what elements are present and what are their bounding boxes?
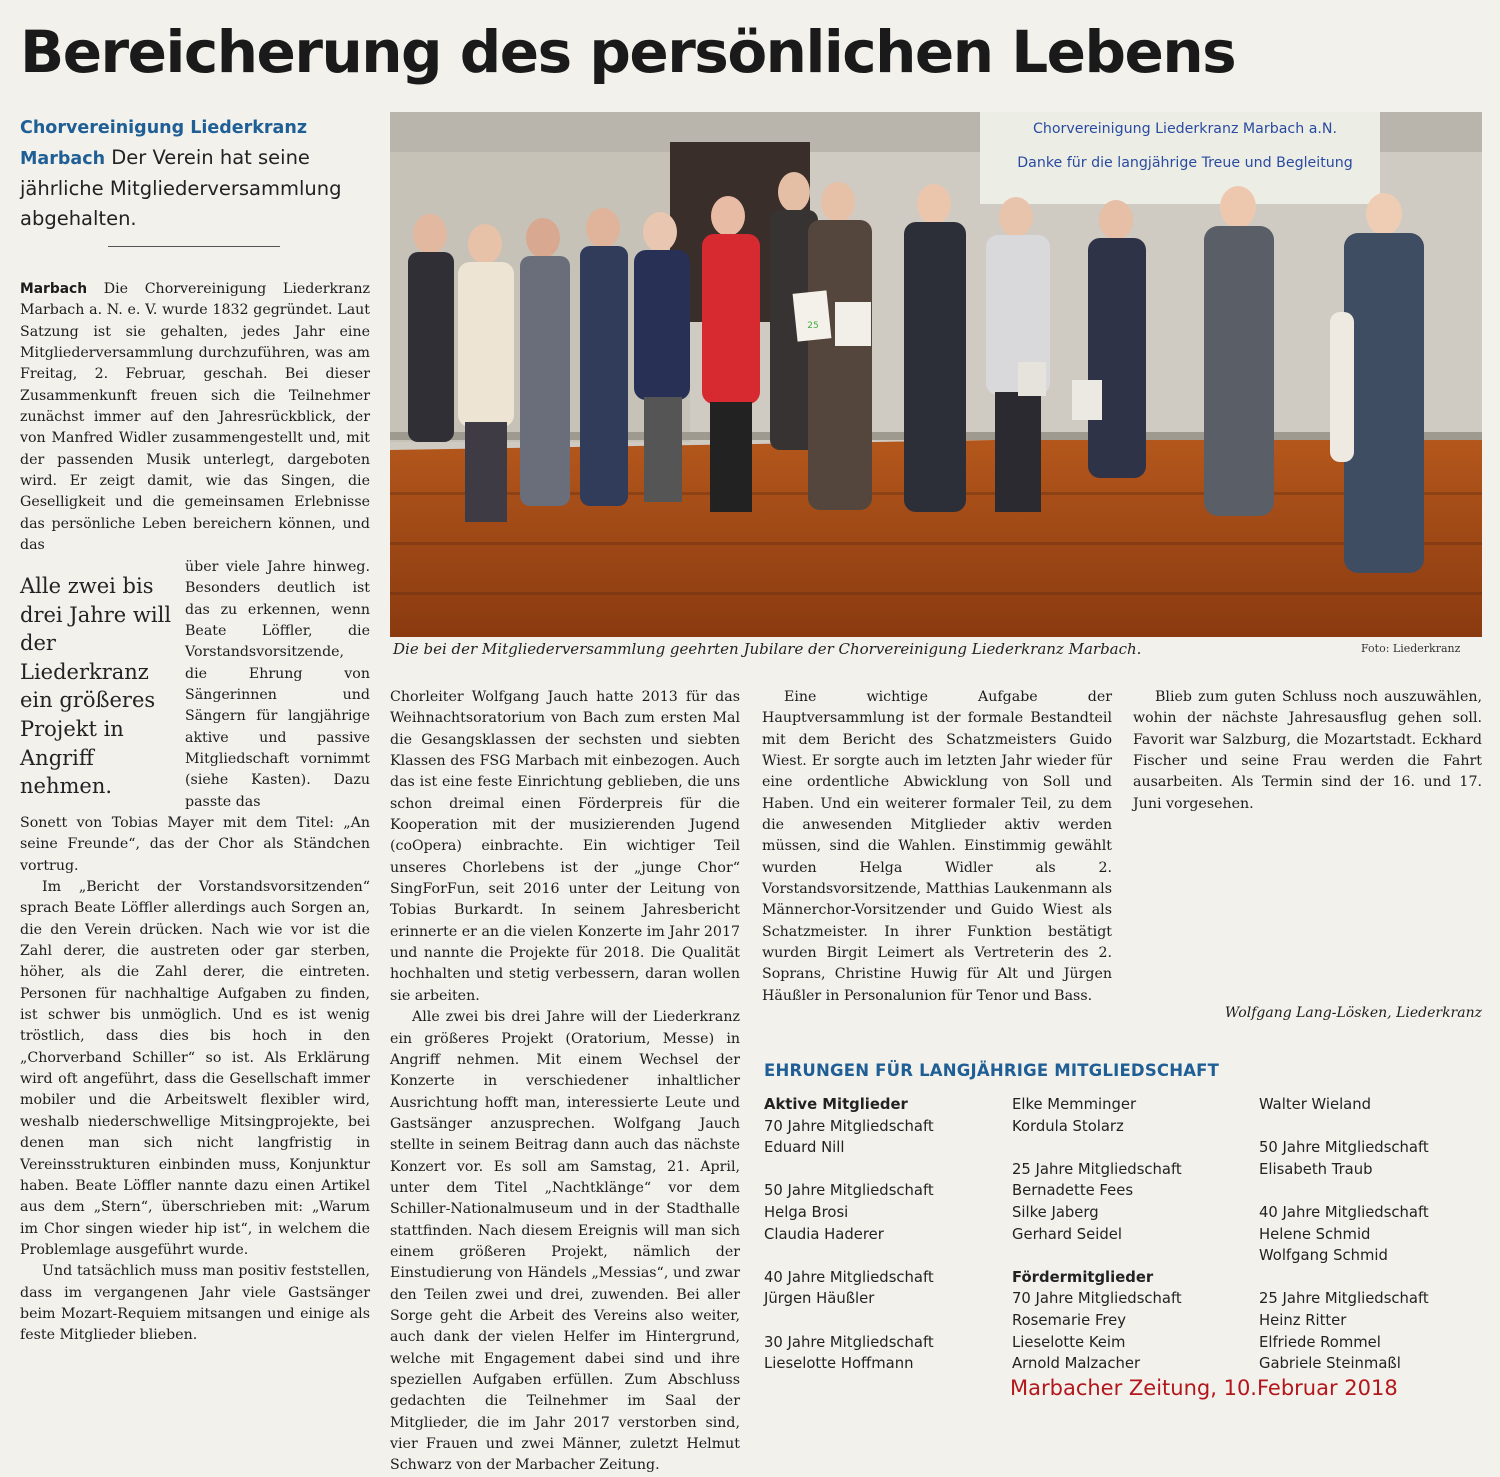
honors-heading: 50 Jahre Mitgliedschaft <box>1259 1139 1429 1157</box>
photo-banner-line1: Chorvereinigung Liederkranz Marbach a.N. <box>1032 121 1338 137</box>
honors-name: Gerhard Seidel <box>1012 1225 1122 1243</box>
honors-name: Bernadette Fees <box>1012 1182 1134 1200</box>
body-column-4 <box>1133 687 1482 815</box>
honors-name: Gabriele Steinmaßl <box>1259 1355 1401 1373</box>
honors-group-active: Aktive Mitglieder <box>764 1096 908 1113</box>
body-paragraph-6: Eine wichtige Aufgabe der Hauptversammlung ist der formale Bestandteil mit dem Bericht des Schatzmeisters Guido Wiest. Er sorgte auch im letzten Jahr wieder für eine ordentliche Abwicklung von Soll und Haben. Und ein weiterer formaler Teil, zu dem die anwesenden Mitglieder aktiv werden müssen, sind die Wahlen. Einstimmig gewählt wurden Helga Widler als 2. Vorstandsvorsitzende, Matthias Laukenmann als Männerchor-Vorsitzender und Guido Wiest als Schatzmeister. In ihrer Funktion bestätigt wurden Birgit Leimert als Vertreterin des 2. Soprans, Christine Huwig für Alt und Jürgen Häußler in Personalunion für Tenor und Bass. <box>762 689 1113 1004</box>
honors-heading: 50 Jahre Mitgliedschaft <box>764 1182 934 1200</box>
honors-title: EHRUNGEN FÜR LANGJÄHRIGE MITGLIEDSCHAFT <box>764 1061 1220 1080</box>
headline: Bereicherung des persönlichen Lebens <box>20 18 1236 86</box>
lead-divider <box>108 246 280 247</box>
honors-name: Lieselotte Keim <box>1012 1333 1126 1351</box>
honors-name: Helga Brosi <box>764 1203 849 1221</box>
honors-heading: 25 Jahre Mitgliedschaft <box>1012 1160 1182 1178</box>
honors-name: Rosemarie Frey <box>1012 1311 1127 1329</box>
honors-name: Wolfgang Schmid <box>1259 1247 1388 1265</box>
certificate-label: 25 <box>807 321 819 331</box>
photo-banner <box>990 112 1380 180</box>
honors-heading: 30 Jahre Mitgliedschaft <box>764 1333 934 1351</box>
honors-column-3 <box>1259 1094 1499 1375</box>
body-paragraph-5: Alle zwei bis drei Jahre will der Liederkranz ein größeres Projekt (Oratorium, Messe) in Angriff nehmen. Mit einem Wechsel der Konzerte in verschiedener inhaltlicher Ausrichtung hofft man, interessierte Leute und Gastsänger anzusprechen. Wolfgang Jauch stellte in seinem Beitrag dann auch das nächste Konzert vor. Es soll am Samstag, 21. April, unter dem Titel „Nachtklänge“ vor dem Schiller-Nationalmuseum und in der Stadthalle stattfinden. Nach diesem Ereignis will man sich einem größeren Projekt, nämlich der Einstudierung von Händels „Messias“, und zwar den Teilen zwei und drei, zuwenden. Bei aller Sorge geht die Arbeit des Vereins also weiter, auch dank der vielen Helfer im Hintergrund, welche mit Engagement dabei sind und ihre speziellen Aufgaben erfüllen. Zum Abschluss gedachten die Teilnehmer im Saal der Mitglieder, die im Jahr 2017 verstorben sind, vier Frauen und zwei Männer, zuletzt Helmut Schwarz von der Marbacher Zeitung. <box>390 1009 740 1474</box>
body-column-1-bottom <box>20 813 370 1347</box>
body-paragraph-7: Blieb zum guten Schluss noch auszuwählen, wohin der nächste Jahresausflug gehen soll. Favorit war Salzburg, die Mozartstadt. Eckhard Fischer und seine Frau werden die Fahrt ausarbeiten. Als Termin sind der 16. und 17. Juni vorgesehen. <box>1133 689 1482 812</box>
lead-text: Der Verein hat seine jährliche Mitgliederversammlung abgehalten. <box>20 146 342 230</box>
lead-kicker-line1: Chorvereinigung Liederkranz <box>20 118 308 138</box>
honors-name: Claudia Haderer <box>764 1225 884 1243</box>
honors-name: Eduard Nill <box>764 1139 845 1157</box>
group-photo <box>390 112 1482 637</box>
honors-name: Kordula Stolarz <box>1012 1117 1124 1135</box>
group-photo-illustration <box>390 112 1482 637</box>
honors-heading: 70 Jahre Mitgliedschaft <box>1012 1290 1182 1308</box>
honors-heading: 70 Jahre Mitgliedschaft <box>764 1117 934 1135</box>
body-paragraph-1a: Die Chorvereinigung Liederkranz Marbach a. N. e. V. wurde 1832 gegründet. Laut Satzung ist sie gehalten, jedes Jahr eine Mitgliederversammlung durchzuführen, was am Freitag, 2. Februar, geschah. Bei dieser Zusammenkunft freuen sich die Teilnehmer zunächst immer auf den Jahresrückblick, der von Manfred Widler zusammengestellt und, mit der passenden Musik unterlegt, dargeboten wird. Er zeigt damit, wie das Singen, die Geselligkeit und die gemeinsamen Erlebnisse das persönliche Leben bereichern können, und das <box>20 281 371 554</box>
honors-name: Jürgen Häußler <box>764 1290 875 1308</box>
body-paragraph-2: Im „Bericht der Vorstandsvorsitzenden“ sprach Beate Löffler allerdings auch Sorgen an, die den Verein drücken. Nach wie vor ist die Zahl derer, die austreten oder gar sterben, höher, als die Zahl derer, die eintreten. Personen für nachhaltige Aufgaben zu finden, ist schwer bis unmöglich. Und es ist wenig tröstlich, dass dies bis hoch in den „Chorverband Schiller“ so ist. Als Erklärung wird oft angeführt, dass die Gesellschaft immer mobiler und die Arbeitswelt flexibler wird, weshalb niederschwellige Mitsingprojekte, bei denen man sich nicht langfristig in Vereinsstrukturen einbinden muss, Konjunktur haben. Beate Löffler nannte dazu einen Artikel aus dem „Stern“, überschrieben mit: „Warum im Chor singen wieder hip ist“, in welchem die Problemlage ausgeführt wurde. <box>20 879 370 1258</box>
body-paragraph-1b: über viele Jahre hinweg. Besonders deutlich ist das zu erkennen, wenn Beate Löffler, die Vorstandsvorsitzende, die Ehrung von Sängerinnen und Sängern für langjährige aktive und passive Mitgliedschaft vornimmt (siehe Kasten). Dazu passte das <box>185 559 370 810</box>
body-column-3 <box>762 687 1112 1007</box>
honors-heading: 40 Jahre Mitgliedschaft <box>1259 1203 1429 1221</box>
lead-teaser <box>20 112 375 234</box>
honors-name: Silke Jaberg <box>1012 1203 1099 1221</box>
honors-name: Heinz Ritter <box>1259 1311 1347 1329</box>
photo-caption: Die bei der Mitgliederversammlung geehrten Jubilare der Chorvereinigung Liederkranz Marbach. <box>393 640 1142 658</box>
honors-name: Elke Memminger <box>1012 1096 1137 1113</box>
pull-quote: Alle zwei bis drei Jahre will der Liederkranz ein größeres Projekt in Angriff nehmen. <box>20 574 172 799</box>
lead-kicker-line2: Marbach <box>20 149 106 169</box>
honors-heading: 25 Jahre Mitgliedschaft <box>1259 1290 1429 1308</box>
honors-name: Elfriede Rommel <box>1259 1333 1381 1351</box>
source-note: Marbacher Zeitung, 10.Februar 2018 <box>1010 1376 1398 1400</box>
body-column-1-middle <box>185 557 370 813</box>
honors-name: Lieselotte Hoffmann <box>764 1355 914 1373</box>
honors-name: Elisabeth Traub <box>1259 1160 1373 1178</box>
body-column-2 <box>390 687 740 1477</box>
photo-banner-line2: Danke für die langjährige Treue und Begleitung <box>1017 155 1353 171</box>
photo-credit: Foto: Liederkranz <box>1361 642 1461 655</box>
honors-name: Helene Schmid <box>1259 1225 1371 1243</box>
honors-heading: 40 Jahre Mitgliedschaft <box>764 1268 934 1286</box>
body-paragraph-3: Und tatsächlich muss man positiv feststellen, dass im vergangenen Jahr viele Gastsänger beim Mozart-Requiem mitsangen und einige als feste Mitglieder blieben. <box>20 1263 370 1344</box>
honors-name: Arnold Malzacher <box>1012 1355 1141 1373</box>
byline: Wolfgang Lang-Lösken, Liederkranz <box>1224 1005 1482 1021</box>
honors-column-2 <box>1012 1094 1252 1375</box>
body-column-1-top <box>20 279 370 556</box>
dateline: Marbach <box>20 281 88 297</box>
body-paragraph-4: Chorleiter Wolfgang Jauch hatte 2013 für das Weihnachtsoratorium von Bach zum ersten Mal die Gesangsklassen der sechsten und siebten Klassen des FSG Marbach mit einbezogen. Auch das ist eine feste Einrichtung geblieben, die uns schon dreimal einen Förderpreis für die Kooperation mit der musizierenden Jugend (coOpera) einbrachte. Ein wichtiger Teil unseres Chorlebens ist der „junge Chor“ SingForFun, seit 2016 unter der Leitung von Tobias Burkardt. In seinem Jahresbericht erinnerte er an die vielen Konzerte im Jahr 2017 und nannte die Projekte für 2018. Die Qualität hochhalten und stetig verbessern, daran wollen sie arbeiten. <box>390 689 740 1004</box>
body-paragraph-1c: Sonett von Tobias Mayer mit dem Titel: „An seine Freunde“, das der Chor als Ständchen vortrug. <box>20 815 370 874</box>
honors-group-supporting: Fördermitglieder <box>1012 1268 1154 1286</box>
honors-name: Walter Wieland <box>1259 1096 1372 1113</box>
honors-column-1 <box>764 1094 1004 1375</box>
